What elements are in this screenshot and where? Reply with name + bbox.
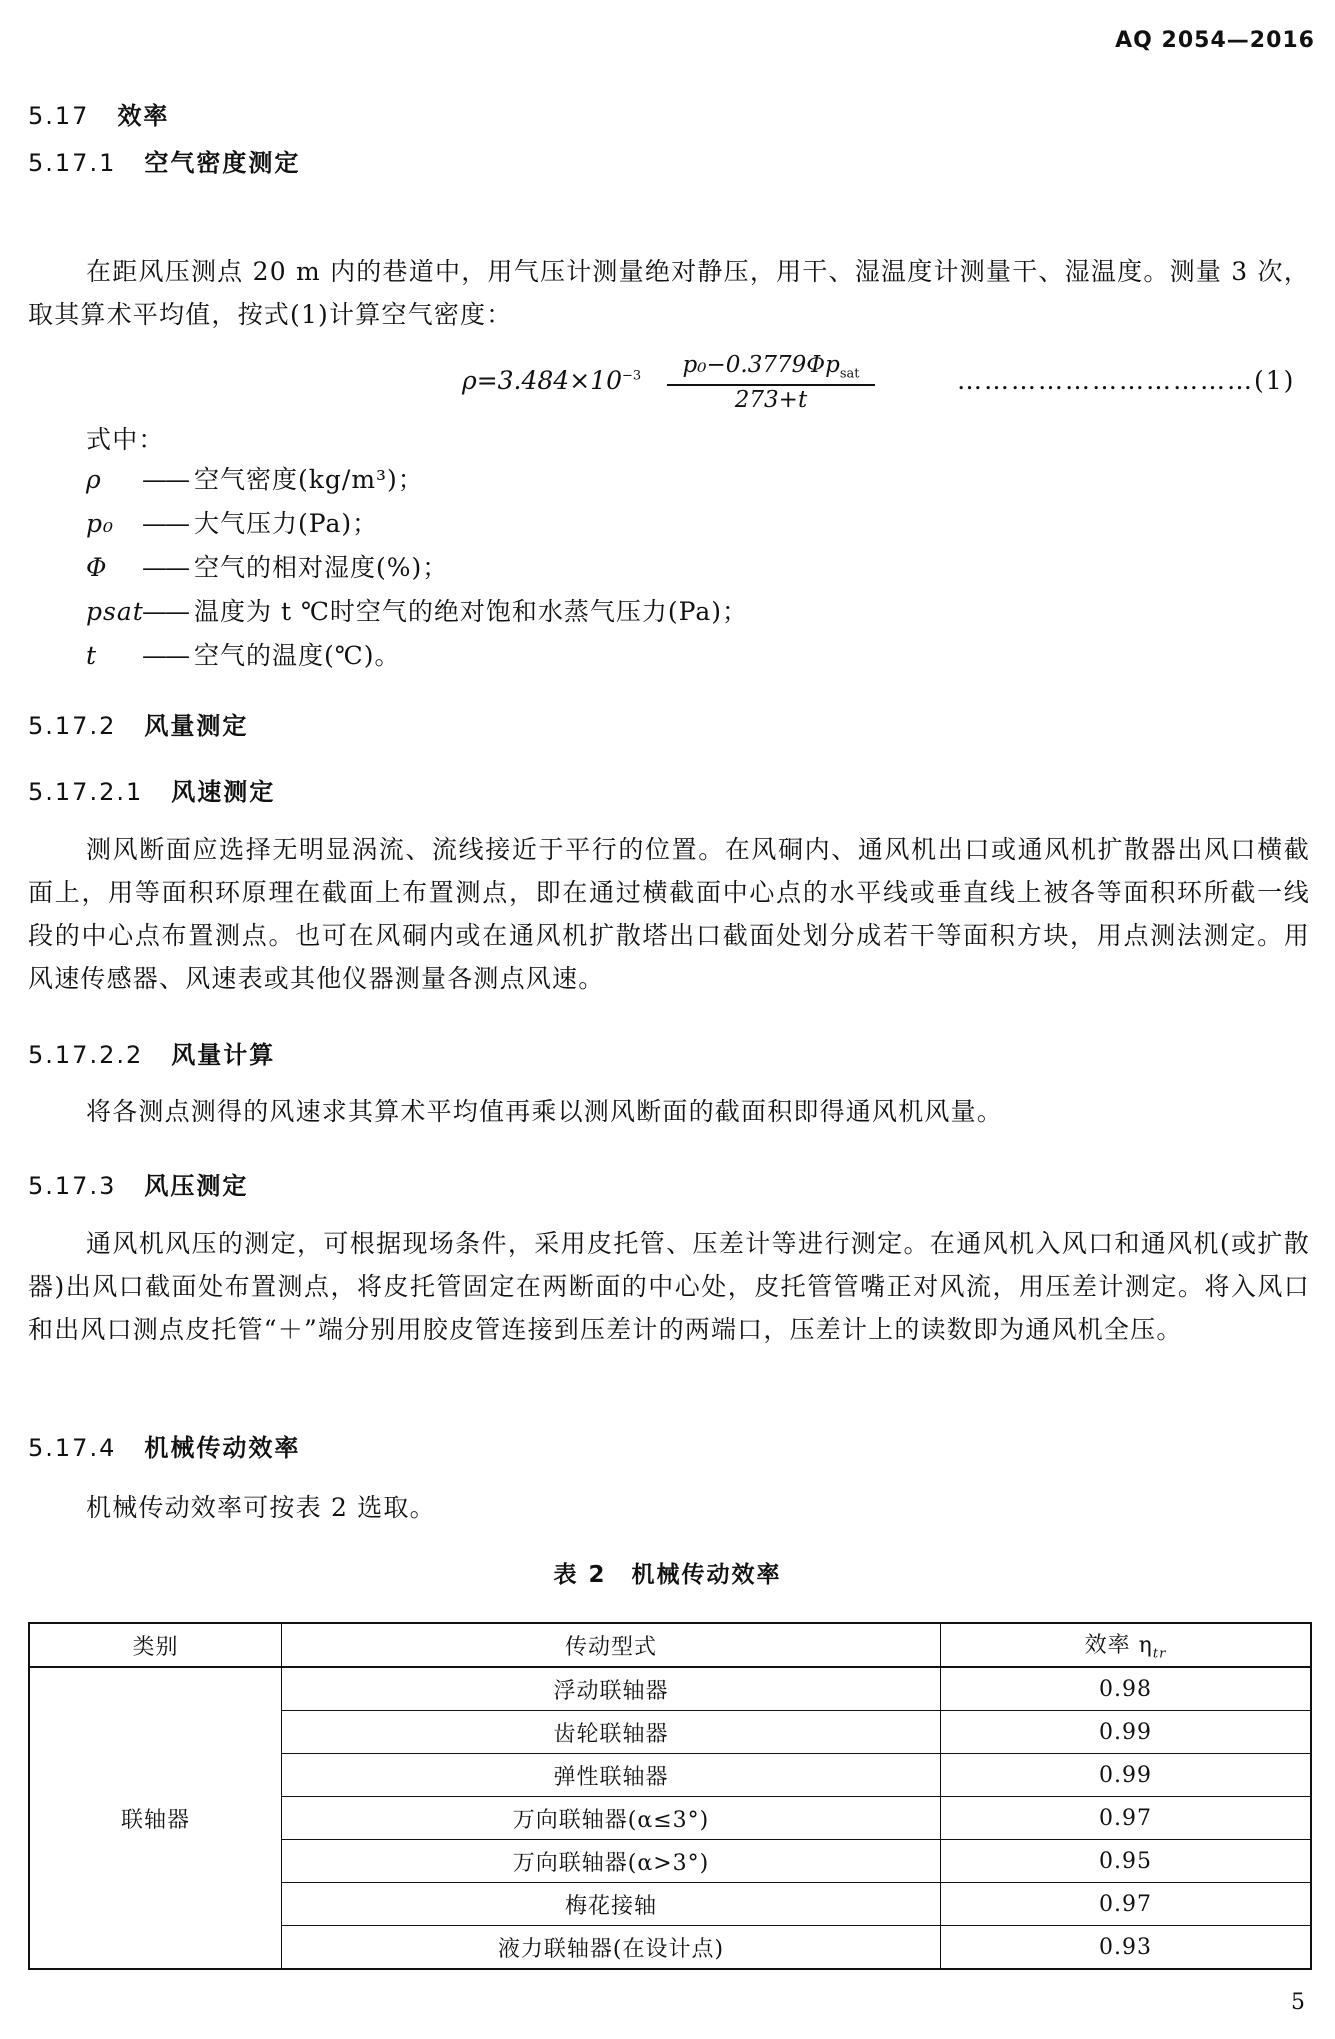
formula-lhs: $\rho=3.484\times 10^{-3}$ xyxy=(462,366,642,395)
section-title: 风速测定 xyxy=(171,778,276,806)
paragraph-density: 在距风压测点 20 m 内的巷道中，用气压计测量绝对静压，用干、湿温度计测量干、湿温度。测量 3 次，取其算术平均值，按式(1)计算空气密度： xyxy=(28,257,1310,329)
type-cell: 万向联轴器(α>3°) xyxy=(282,1840,941,1883)
section-5-17-4 xyxy=(28,1428,300,1463)
efficiency-cell: 0.97 xyxy=(941,1797,1312,1840)
type-cell: 液力联轴器(在设计点) xyxy=(282,1926,941,1970)
section-number: 5.17.2.1 xyxy=(28,778,144,806)
formula-numerator: $p_0-0.3779\Phi p_{sat}$ xyxy=(667,352,875,386)
section-5-17-1 xyxy=(28,143,300,178)
efficiency-cell: 0.99 xyxy=(941,1754,1312,1797)
table-caption: 表 2 机械传动效率 xyxy=(553,1562,782,1588)
type-cell: 弹性联轴器 xyxy=(282,1754,941,1797)
formula-denominator: 273+t xyxy=(734,386,808,413)
paragraph-wind-volume: 将各测点测得的风速求其算术平均值再乘以测风断面的截面积即得通风机风量。 xyxy=(86,1097,1004,1126)
paragraph-wind-pressure: 通风机风压的测定，可根据现场条件，采用皮托管、压差计等进行测定。在通风机入风口和通风机(或扩散器)出风口截面处布置测点，将皮托管固定在两断面的中心处，皮托管管嘴正对风流，用压差计测定。将入风口和出风口测点皮托管“＋”端分别用胶皮管连接到压差计的两端口，压差计上的读数即为通风机全压。 xyxy=(28,1229,1310,1344)
variable-t: t —— 空气的温度(℃)。 xyxy=(86,641,401,670)
section-5-17 xyxy=(28,96,169,131)
header-efficiency: 效率 $\eta_{tr}$ xyxy=(941,1623,1312,1667)
standard-number: AQ 2054—2016 xyxy=(1115,28,1315,53)
formula-air-density xyxy=(462,352,1322,412)
section-title: 风压测定 xyxy=(144,1172,249,1200)
section-title: 机械传动效率 xyxy=(144,1434,301,1462)
type-cell: 浮动联轴器 xyxy=(282,1667,941,1711)
variable-phi: Φ —— 空气的相对湿度(%)； xyxy=(86,553,449,582)
efficiency-cell: 0.99 xyxy=(941,1711,1312,1754)
section-number: 5.17.4 xyxy=(28,1434,117,1462)
table-row xyxy=(29,1667,1311,1711)
section-title: 效率 xyxy=(117,102,170,130)
where-label: 式中： xyxy=(86,425,165,454)
variable-psat: psat—— 温度为 t ℃时空气的绝对饱和水蒸气压力(Pa)； xyxy=(86,597,749,626)
table-header-row xyxy=(29,1623,1311,1667)
efficiency-cell: 0.95 xyxy=(941,1840,1312,1883)
section-title: 空气密度测定 xyxy=(144,149,301,177)
section-number: 5.17.1 xyxy=(28,149,117,177)
paragraph-mechanical: 机械传动效率可按表 2 选取。 xyxy=(86,1493,436,1522)
variable-p0: p₀ —— 大气压力(Pa)； xyxy=(86,509,379,538)
section-number: 5.17.2 xyxy=(28,712,117,740)
formula-fraction xyxy=(667,352,875,413)
section-number: 5.17 xyxy=(28,102,90,130)
section-5-17-3 xyxy=(28,1166,248,1201)
header-type: 传动型式 xyxy=(282,1623,941,1667)
efficiency-cell: 0.98 xyxy=(941,1667,1312,1711)
equation-number: ……………………………(1) xyxy=(957,366,1296,395)
type-cell: 齿轮联轴器 xyxy=(282,1711,941,1754)
group-cell: 联轴器 xyxy=(29,1667,282,1969)
efficiency-cell: 0.97 xyxy=(941,1883,1312,1926)
type-cell: 万向联轴器(α≤3°) xyxy=(282,1797,941,1840)
section-title: 风量计算 xyxy=(171,1041,276,1069)
section-5-17-2 xyxy=(28,706,248,741)
page-number: 5 xyxy=(1291,1990,1305,2015)
section-5-17-2-1 xyxy=(28,772,275,807)
section-number: 5.17.3 xyxy=(28,1172,117,1200)
section-title: 风量测定 xyxy=(144,712,249,740)
section-5-17-2-2 xyxy=(28,1035,275,1070)
variable-rho: ρ —— 空气密度(kg/m³)； xyxy=(86,465,424,494)
efficiency-table xyxy=(28,1622,1312,1970)
header-category: 类别 xyxy=(29,1623,282,1667)
efficiency-cell: 0.93 xyxy=(941,1926,1312,1970)
type-cell: 梅花接轴 xyxy=(282,1883,941,1926)
paragraph-wind-speed: 测风断面应选择无明显涡流、流线接近于平行的位置。在风硐内、通风机出口或通风机扩散器出风口横截面上，用等面积环原理在截面上布置测点，即在通过横截面中心点的水平线或垂直线上被各等面积环所截一线段的中心点布置测点。也可在风硐内或在通风机扩散塔出口截面处划分成若干等面积方块，用点测法测定。用风速传感器、风速表或其他仪器测量各测点风速。 xyxy=(28,835,1310,993)
section-number: 5.17.2.2 xyxy=(28,1041,144,1069)
